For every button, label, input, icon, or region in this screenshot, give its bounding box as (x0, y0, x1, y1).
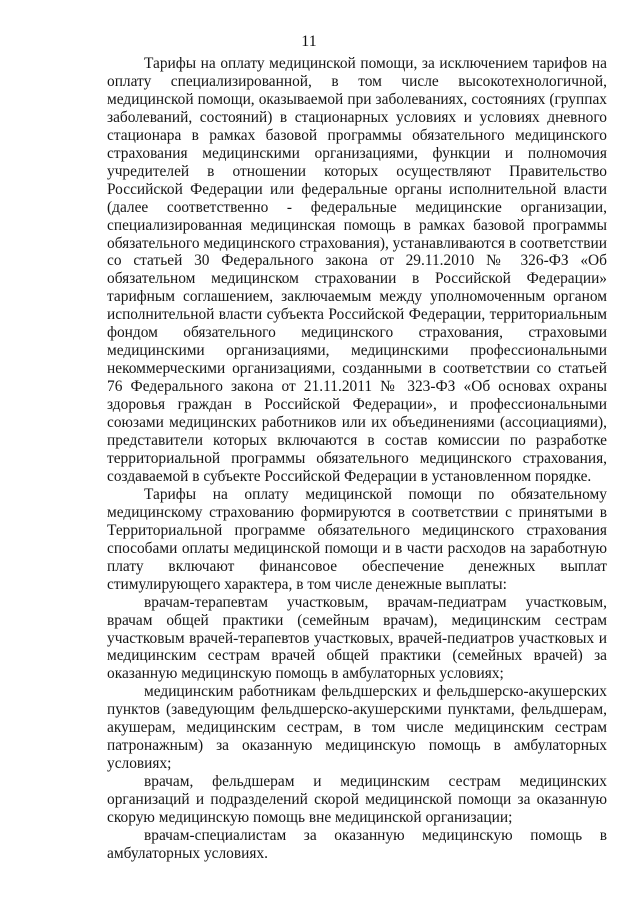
paragraph-tariffs-establishment: Тарифы на оплату медицинской помощи, за исключением тарифов на оплату специализированной, в том числе высокотехнологичной, медицинской помощи, оказываемой при заболеваниях, состояниях (группах заболеваний, состояний) в стационарных условиях и условиях дневного стационара в рамках базовой программы обязательного медицинского страхования медицинскими организациями, функции и полномочия учредителей в отношении которых осуществляют Правительство Российской Федерации или федеральные органы исполнительной власти (далее соответственно - федеральные медицинские организации, специализированная медицинская помощь в рамках базовой программы обязательного медицинского страхования), устанавливаются в соответствии со статьей 30 Федерального закона от 29.11.2010 № 326-ФЗ «Об обязательном медицинском страховании в Российской Федерации» тарифным соглашением, заключаемым между уполномоченным органом исполнительной власти субъекта Российской Федерации, территориальным фондом обязательного медицинского страхования, страховыми медицинскими организациями, медицинскими профессиональными некоммерческими организациями, созданными в соответствии со статьей 76 Федерального закона от 21.11.2011 № 323-ФЗ «Об основах охраны здоровья граждан в Российской Федерации», и профессиональными союзами медицинских работников или их объединениями (ассоциациями), представители которых включаются в состав комиссии по разработке территориальной программы обязательного медицинского страхования, создаваемой в субъекте Российской Федерации в установленном порядке. (107, 55, 607, 485)
paragraph-payments-ambulance: врачам, фельдшерам и медицинским сестрам медицинских организаций и подразделений скорой медицинской помощи за оказанную скорую медицинскую помощь вне медицинской организации; (107, 773, 607, 827)
paragraph-payments-specialists: врачам-специалистам за оказанную медицинскую помощь в амбулаторных условиях. (107, 826, 607, 862)
paragraph-tariffs-formation: Тарифы на оплату медицинской помощи по обязательному медицинскому страхованию формируются в соответствии с принятыми в Территориальной программе обязательного медицинского страхования способами оплаты медицинской помощи и в части расходов на заработную плату включают финансовое обеспечение денежных выплат стимулирующего характера, в том числе денежные выплаты: (107, 485, 607, 593)
document-body (107, 55, 607, 863)
paragraph-payments-feldsher-stations: медицинским работникам фельдшерских и фельдшерско-акушерских пунктов (заведующим фельдшерско-акушерскими пунктами, фельдшерам, акушерам, медицинским сестрам, в том числе медицинским сестрам патронажным) за оказанную медицинскую помощь в амбулаторных условиях; (107, 683, 607, 773)
paragraph-payments-district-doctors: врачам-терапевтам участковым, врачам-педиатрам участковым, врачам общей практики (семейным врачам), медицинским сестрам участковым врачей-терапевтов участковых, врачей-педиатров участковых и медицинским сестрам врачей общей практики (семейных врачей) за оказанную медицинскую помощь в амбулаторных условиях; (107, 593, 607, 683)
page-number: 11 (301, 33, 317, 50)
